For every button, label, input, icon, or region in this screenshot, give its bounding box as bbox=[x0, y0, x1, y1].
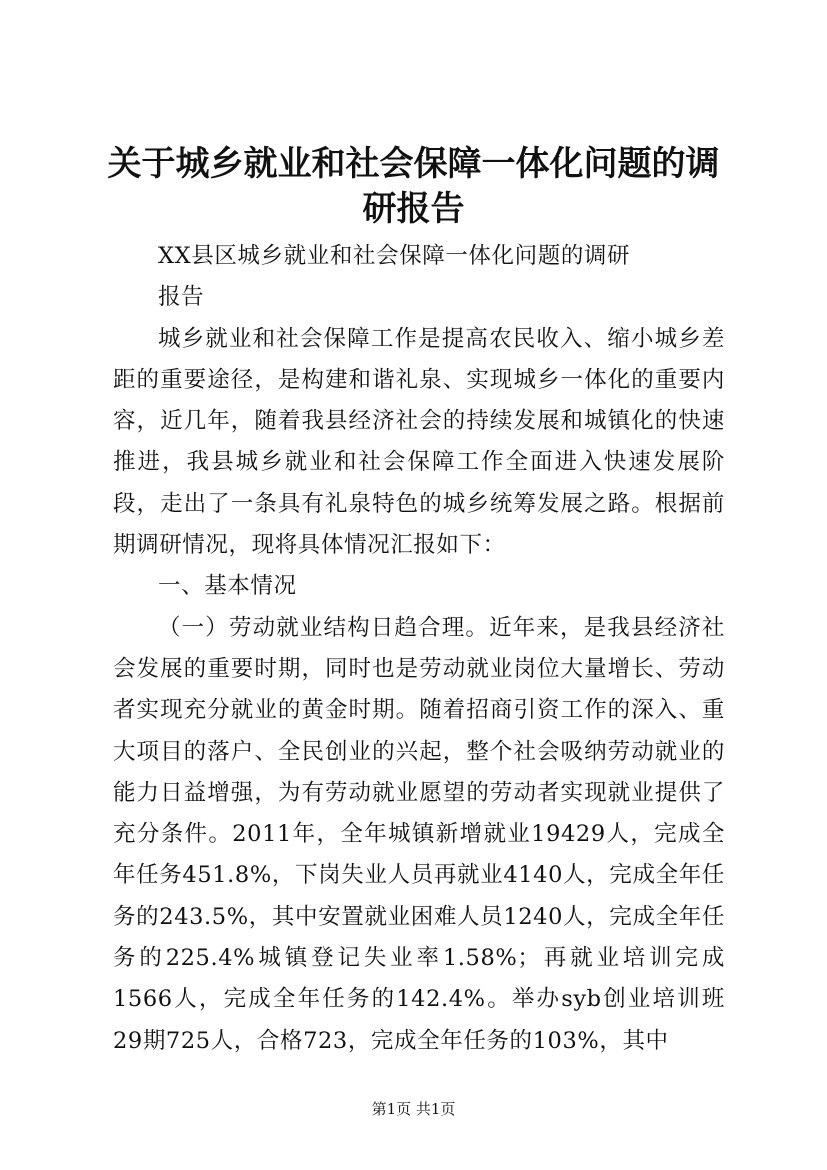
page-footer: 第1页 共1页 bbox=[371, 1100, 456, 1118]
document-title: 关于城乡就业和社会保障一体化问题的调研报告 bbox=[107, 144, 720, 229]
intro-paragraph: 城乡就业和社会保障工作是提高农民收入、缩小城乡差距的重要途径，是构建和谐礼泉、实现城乡一体化的重要内容，近几年，随着我县经济社会的持续发展和城镇化的快速推进，我县城乡就业和社会保障工作全面进入快速发展阶段，走出了一条具有礼泉特色的城乡统筹发展之路。根据前期调研情况，现将具体情况汇报如下： bbox=[113, 325, 725, 559]
document-body bbox=[113, 236, 725, 1062]
subtitle-continuation: 报告 bbox=[158, 284, 205, 311]
subtitle-line: XX县区城乡就业和社会保障一体化问题的调研 bbox=[158, 243, 631, 269]
section-paragraph: （一）劳动就业结构日趋合理。近年来，是我县经济社会发展的重要时期，同时也是劳动就业岗位大量增长、劳动者实现充分就业的黄金时期。随着招商引资工作的深入、重大项目的落户、全民创业的兴起，整个社会吸纳劳动就业的能力日益增强，为有劳动就业愿望的劳动者实现就业提供了充分条件。2011年，全年城镇新增就业19429人，完成全年任务451.8%，下岗失业人员再就业4140人，完成全年任务的243.5%，其中安置就业困难人员1240人，完成全年任务的225.4%城镇登记失业率1.58%；再就业培训完成1566人，完成全年任务的142.4%。举办syb创业培训班29期725人，合格723，完成全年任务的103%，其中 bbox=[113, 614, 725, 1054]
section-heading: 一、基本情况 bbox=[158, 573, 297, 600]
